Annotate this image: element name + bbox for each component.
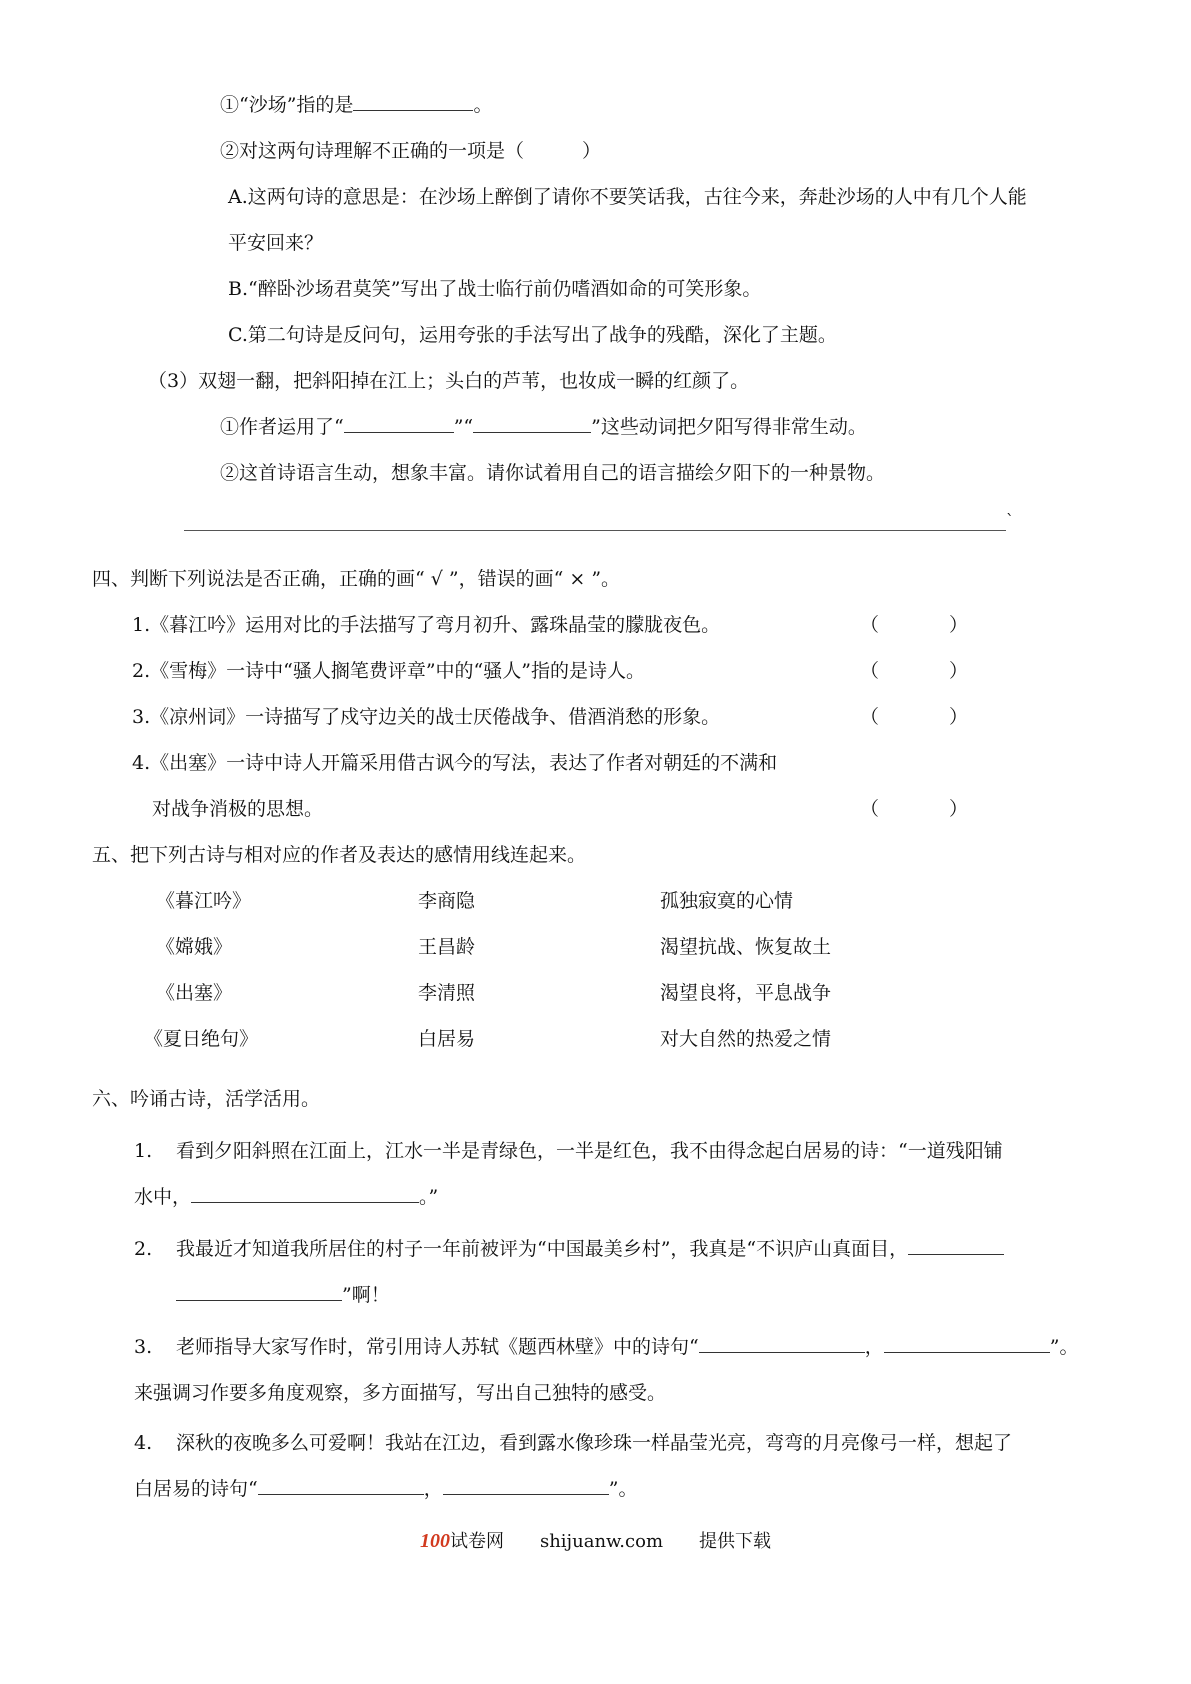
judge-paren-3[interactable]: （ ） xyxy=(860,706,969,728)
recite-q4-line1: 深秋的夜晚多么可爱啊！我站在江边，看到露水像珍珠一样晶莹光亮，弯弯的月亮像弓一样，想起了 xyxy=(176,1432,1013,1454)
section-4-title: 四、判断下列说法是否正确，正确的画“ √ ”，错误的画“ × ”。 xyxy=(92,568,621,590)
judge-item-4-cont: 对战争消极的思想。 xyxy=(152,798,324,820)
judge-item-3: 3.《凉州词》一诗描写了戍守边关的战士厌倦战争、借酒消愁的形象。 xyxy=(132,706,721,728)
recite-q2-number: 2. xyxy=(134,1238,153,1260)
feeling-1[interactable]: 孤独寂寞的心情 xyxy=(660,890,794,912)
recite-q2-blank-a[interactable] xyxy=(908,1236,1004,1255)
recite-q1-number: 1. xyxy=(134,1140,153,1162)
judge-item-4: 4.《出塞》一诗中诗人开篇采用借古讽今的写法，表达了作者对朝廷的不满和 xyxy=(132,752,778,774)
page-footer xyxy=(0,1528,1191,1555)
q-shachang: ①“沙场”指的是 。 xyxy=(220,94,493,116)
feeling-3[interactable]: 渴望良将，平息战争 xyxy=(660,982,832,1004)
poem-2[interactable]: 《嫦娥》 xyxy=(156,936,233,958)
passage-3: （3）双翅一翻，把斜阳掉在江上；头白的芦苇，也妆成一瞬的红颜了。 xyxy=(148,370,750,392)
judge-item-1: 1.《暮江吟》运用对比的手法描写了弯月初升、露珠晶莹的朦胧夜色。 xyxy=(132,614,721,636)
q-wrong-understanding: ②对这两句诗理解不正确的一项是（ ） xyxy=(220,140,602,162)
answer-line[interactable] xyxy=(184,530,1006,531)
author-1[interactable]: 李商隐 xyxy=(418,890,476,912)
recite-q4-line2: 白居易的诗句“ ， ”。 xyxy=(134,1478,638,1500)
q-verbs: ①作者运用了“ ”“ ”这些动词把夕阳写得非常生动。 xyxy=(220,416,867,438)
section-6-title: 六、吟诵古诗，活学活用。 xyxy=(92,1088,321,1110)
site-name: 试卷网 xyxy=(449,1531,504,1552)
section-5-title: 五、把下列古诗与相对应的作者及表达的感情用线连起来。 xyxy=(92,844,587,866)
footer-tagline: 提供下载 xyxy=(699,1531,772,1552)
option-a-line1: A.这两句诗的意思是：在沙场上醉倒了请你不要笑话我，古往今来，奔赴沙场的人中有几个人能 xyxy=(228,186,1027,208)
recite-q3-line1: 老师指导大家写作时，常引用诗人苏轼《题西林壁》中的诗句“ ， ”。 xyxy=(176,1336,1079,1358)
feeling-2[interactable]: 渴望抗战、恢复故土 xyxy=(660,936,832,958)
author-4[interactable]: 白居易 xyxy=(418,1028,476,1050)
poem-1[interactable]: 《暮江吟》 xyxy=(156,890,252,912)
recite-q1-blank[interactable] xyxy=(191,1184,419,1203)
recite-q4-number: 4. xyxy=(134,1432,153,1454)
q-describe-scene: ②这首诗语言生动，想象丰富。请你试着用自己的语言描绘夕阳下的一种景物。 xyxy=(220,462,886,484)
recite-q4-blank-1[interactable] xyxy=(258,1476,424,1495)
option-a-line2: 平安回来？ xyxy=(228,232,324,254)
recite-q3-blank-2[interactable] xyxy=(884,1334,1050,1353)
site-domain[interactable]: shijuanw.com xyxy=(539,1531,664,1552)
recite-q1-line1: 看到夕阳斜照在江面上，江水一半是青绿色，一半是红色，我不由得念起白居易的诗：“一道残阳铺 xyxy=(176,1140,1003,1162)
verb-blank-2[interactable] xyxy=(473,414,591,433)
option-b: B.“醉卧沙场君莫笑”写出了战士临行前仍嗜酒如命的可笑形象。 xyxy=(228,278,762,300)
recite-q3-number: 3. xyxy=(134,1336,153,1358)
stray-mark: ` xyxy=(1006,511,1014,530)
feeling-4[interactable]: 对大自然的热爱之情 xyxy=(660,1028,832,1050)
verb-blank-1[interactable] xyxy=(344,414,454,433)
recite-q2-line2: ”啊！ xyxy=(176,1282,390,1308)
poem-4[interactable]: 《夏日绝句》 xyxy=(144,1028,259,1050)
recite-q3-line2: 来强调习作要多角度观察，多方面描写，写出自己独特的感受。 xyxy=(134,1382,667,1404)
poem-3[interactable]: 《出塞》 xyxy=(156,982,233,1004)
judge-paren-2[interactable]: （ ） xyxy=(860,660,969,682)
answer-blank[interactable] xyxy=(353,92,473,111)
recite-q2-line1: 我最近才知道我所居住的村子一年前被评为“中国最美乡村”，我真是“不识庐山真面目， xyxy=(176,1236,1004,1262)
recite-q3-blank-1[interactable] xyxy=(699,1334,865,1353)
recite-q4-blank-2[interactable] xyxy=(443,1476,609,1495)
site-logo: 100 xyxy=(419,1530,450,1552)
judge-paren-1[interactable]: （ ） xyxy=(860,614,969,636)
recite-q2-blank-b[interactable] xyxy=(176,1282,342,1301)
author-2[interactable]: 王昌龄 xyxy=(418,936,476,958)
judge-paren-4[interactable]: （ ） xyxy=(860,798,969,820)
recite-q1-line2: 水中， 。” xyxy=(134,1186,439,1208)
option-c: C.第二句诗是反问句，运用夸张的手法写出了战争的残酷，深化了主题。 xyxy=(228,324,837,346)
author-3[interactable]: 李清照 xyxy=(418,982,476,1004)
judge-item-2: 2.《雪梅》一诗中“骚人搁笔费评章”中的“骚人”指的是诗人。 xyxy=(132,660,645,682)
